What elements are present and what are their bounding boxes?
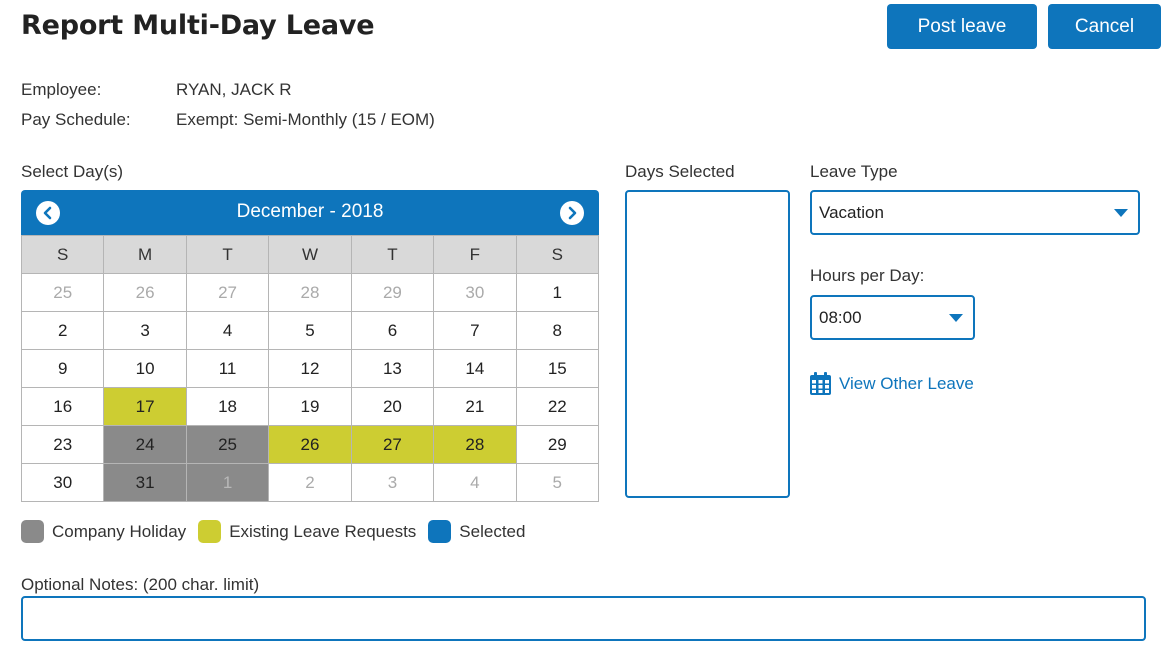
calendar-day[interactable]: 1 xyxy=(187,464,269,502)
calendar-day[interactable]: 26 xyxy=(269,426,351,464)
calendar-day[interactable]: 3 xyxy=(352,464,434,502)
calendar-legend xyxy=(21,520,537,543)
calendar-day[interactable]: 19 xyxy=(269,388,351,426)
leave-type-value: Vacation xyxy=(819,202,884,222)
calendar-day[interactable]: 30 xyxy=(22,464,104,502)
weekday-header: F xyxy=(434,236,516,274)
view-other-leave-link[interactable] xyxy=(810,372,974,395)
pay-schedule-value: Exempt: Semi-Monthly (15 / EOM) xyxy=(176,110,435,129)
calendar-day[interactable]: 9 xyxy=(22,350,104,388)
calendar-day[interactable]: 28 xyxy=(269,274,351,312)
weekday-header: T xyxy=(352,236,434,274)
calendar-icon xyxy=(810,372,831,395)
optional-notes-label: Optional Notes: (200 char. limit) xyxy=(21,575,260,594)
calendar-day[interactable]: 4 xyxy=(434,464,516,502)
calendar-day[interactable]: 24 xyxy=(104,426,186,464)
optional-notes-input[interactable] xyxy=(21,596,1146,641)
employee-value: RYAN, JACK R xyxy=(176,80,292,99)
caret-down-icon xyxy=(949,314,963,322)
calendar-day[interactable]: 26 xyxy=(104,274,186,312)
weekday-header: S xyxy=(517,236,599,274)
legend-item xyxy=(198,520,416,543)
calendar-day[interactable]: 10 xyxy=(104,350,186,388)
calendar-day[interactable]: 2 xyxy=(269,464,351,502)
legend-label: Existing Leave Requests xyxy=(229,521,417,541)
legend-swatch xyxy=(21,520,44,543)
calendar-day[interactable]: 20 xyxy=(352,388,434,426)
calendar-day[interactable]: 2 xyxy=(22,312,104,350)
legend-label: Selected xyxy=(459,521,526,541)
calendar-day[interactable]: 18 xyxy=(187,388,269,426)
weekday-header: T xyxy=(187,236,269,274)
weekday-header: S xyxy=(22,236,104,274)
calendar xyxy=(21,190,599,502)
cancel-button[interactable]: Cancel xyxy=(1048,4,1161,49)
calendar-month-title: December - 2018 xyxy=(236,201,384,222)
legend-swatch xyxy=(198,520,221,543)
calendar-day[interactable]: 6 xyxy=(352,312,434,350)
calendar-day[interactable]: 30 xyxy=(434,274,516,312)
calendar-day[interactable]: 17 xyxy=(104,388,186,426)
calendar-day[interactable]: 3 xyxy=(104,312,186,350)
post-leave-button[interactable]: Post leave xyxy=(887,4,1037,49)
chevron-right-icon[interactable] xyxy=(560,201,584,225)
calendar-day[interactable]: 12 xyxy=(269,350,351,388)
hours-per-day-value: 08:00 xyxy=(819,307,862,327)
calendar-day[interactable]: 1 xyxy=(517,274,599,312)
hours-per-day-select[interactable] xyxy=(810,295,975,340)
view-other-leave-label: View Other Leave xyxy=(839,373,974,393)
calendar-day[interactable]: 5 xyxy=(269,312,351,350)
weekday-header: W xyxy=(269,236,351,274)
days-selected-label: Days Selected xyxy=(625,162,735,181)
calendar-day[interactable]: 13 xyxy=(352,350,434,388)
calendar-day[interactable]: 25 xyxy=(22,274,104,312)
calendar-day[interactable]: 4 xyxy=(187,312,269,350)
caret-down-icon xyxy=(1114,209,1128,217)
calendar-day[interactable]: 27 xyxy=(187,274,269,312)
calendar-day[interactable]: 21 xyxy=(434,388,516,426)
leave-type-label: Leave Type xyxy=(810,162,898,181)
calendar-day[interactable]: 23 xyxy=(22,426,104,464)
calendar-day[interactable]: 29 xyxy=(352,274,434,312)
calendar-day[interactable]: 25 xyxy=(187,426,269,464)
calendar-day[interactable]: 28 xyxy=(434,426,516,464)
legend-label: Company Holiday xyxy=(52,521,187,541)
calendar-day[interactable]: 27 xyxy=(352,426,434,464)
calendar-day[interactable]: 11 xyxy=(187,350,269,388)
legend-item xyxy=(21,520,186,543)
weekday-header: M xyxy=(104,236,186,274)
pay-schedule-label: Pay Schedule: xyxy=(21,110,131,129)
hours-per-day-label: Hours per Day: xyxy=(810,266,925,285)
calendar-day[interactable]: 15 xyxy=(517,350,599,388)
calendar-day[interactable]: 5 xyxy=(517,464,599,502)
legend-swatch xyxy=(428,520,451,543)
page-title: Report Multi-Day Leave xyxy=(21,10,375,41)
calendar-day[interactable]: 22 xyxy=(517,388,599,426)
calendar-grid xyxy=(21,235,599,502)
calendar-day[interactable]: 31 xyxy=(104,464,186,502)
calendar-day[interactable]: 14 xyxy=(434,350,516,388)
calendar-day[interactable]: 16 xyxy=(22,388,104,426)
leave-type-select[interactable] xyxy=(810,190,1140,235)
days-selected-list[interactable] xyxy=(625,190,790,498)
calendar-header xyxy=(21,190,599,235)
employee-label: Employee: xyxy=(21,80,102,99)
calendar-day[interactable]: 7 xyxy=(434,312,516,350)
calendar-day[interactable]: 8 xyxy=(517,312,599,350)
legend-item xyxy=(428,520,525,543)
select-days-label: Select Day(s) xyxy=(21,162,124,181)
calendar-day[interactable]: 29 xyxy=(517,426,599,464)
